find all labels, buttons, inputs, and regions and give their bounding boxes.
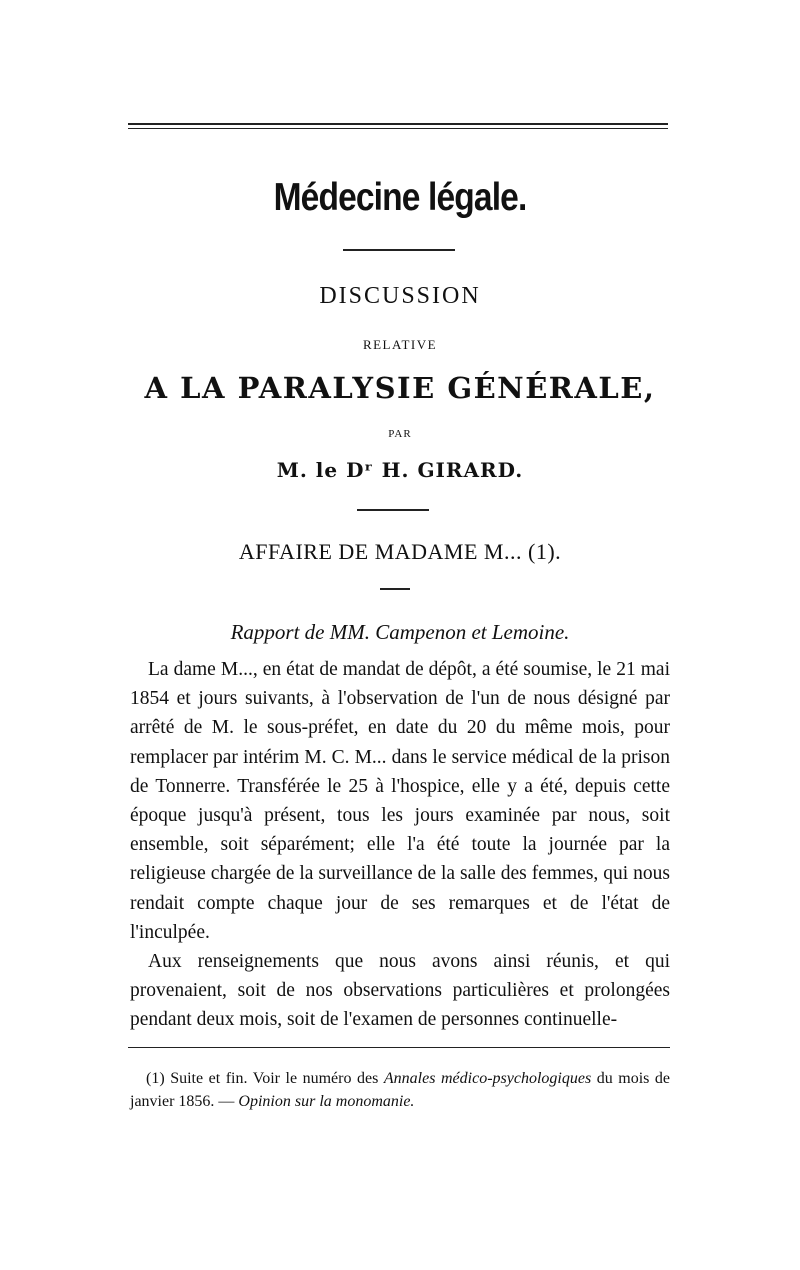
footnote-rule — [128, 1047, 670, 1048]
top-double-rule — [128, 123, 668, 125]
case-title: AFFAIRE DE MADAME M... (1). — [238, 539, 562, 564]
footnote-text-middle: du mois de janvier 1856. — — [130, 1070, 671, 1110]
subject-heading: A LA PARALYSIE GÉNÉRALE, — [144, 371, 656, 405]
author-separator — [357, 509, 429, 511]
case-separator — [380, 588, 410, 590]
footnote-reference: Opinion sur la monomanie. — [238, 1093, 415, 1110]
footnote-text: (1) Suite et fin. Voir le numéro des — [146, 1070, 384, 1087]
body-text — [130, 655, 670, 1035]
report-heading: Rapport de MM. Campenon et Lemoine. — [230, 620, 570, 644]
section-title: Médecine légale. — [273, 176, 527, 219]
body-paragraph: Aux renseignements que nous avons ainsi réunis, et qui provenaient, soit de nos observations particulières et prolongées pendant deux mois, soit de l'examen de personnes continuelle- — [130, 951, 670, 1031]
par-label: PAR — [388, 428, 412, 440]
body-paragraph: La dame M..., en état de mandat de dépôt, a été soumise, le 21 mai 1854 et jours suivants, à l'observation de l'un de nous désigné par arrêté de M. le sous-préfet, en date du 20 du même mois, pour remplacer par intérim M. C. M... dans le service médical de la prison de Tonnerre. Transférée le 25 à l'hospice, elle y a été, depuis cette époque jusqu'à présent, tous les jours examinée par nous, soit ensemble, soit séparément; elle l'a été toute la journée par la religieuse chargée de la surveillance de la salle des femmes, qui nous rendait compte chaque jour de ses remarques et de l'état de l'inculpée. — [130, 659, 670, 943]
discussion-heading: DISCUSSION — [319, 283, 481, 309]
footnote-journal: Annales médico-psychologiques — [383, 1070, 592, 1087]
footnote — [130, 1067, 670, 1113]
title-separator — [343, 249, 455, 251]
relative-heading: RELATIVE — [362, 337, 438, 352]
author-name: M. le Dʳ H. GIRARD. — [276, 458, 524, 482]
top-double-rule-inner — [128, 128, 668, 129]
